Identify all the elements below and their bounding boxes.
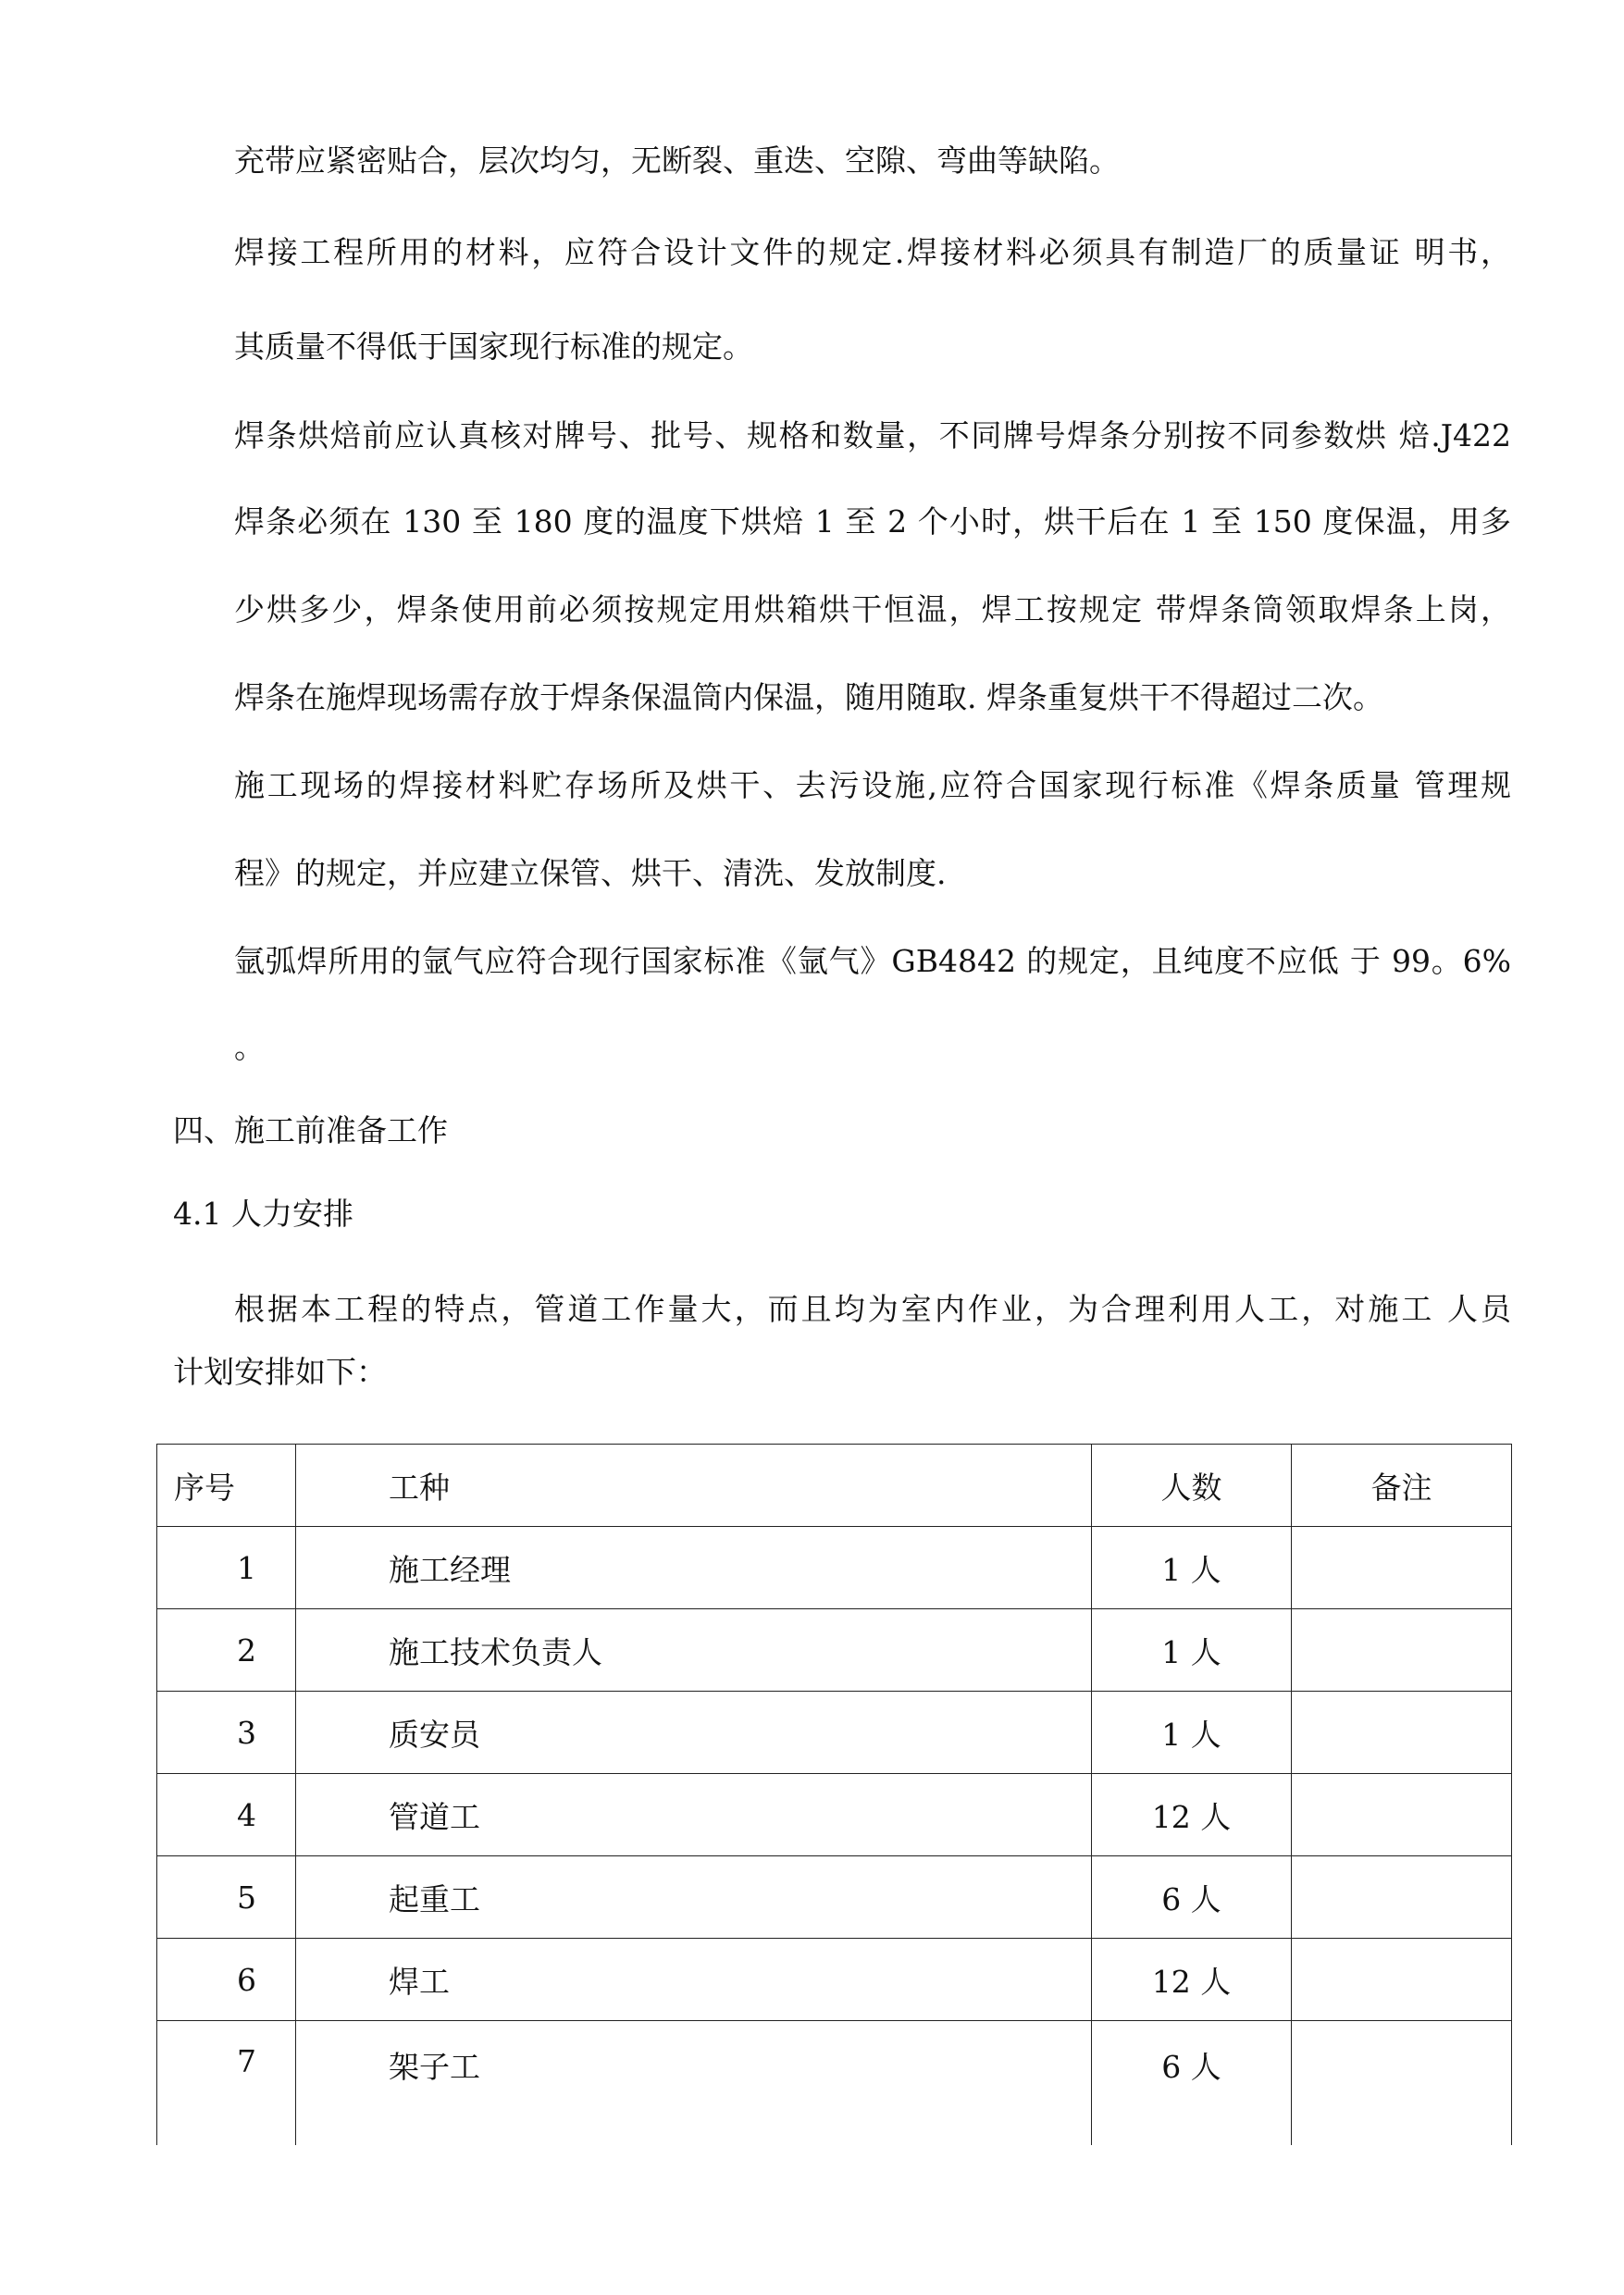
cell-job-type: 施工经理 <box>296 1527 1092 1609</box>
table-row <box>157 1939 1512 2021</box>
header-serial-number: 序号 <box>157 1445 296 1527</box>
cell-headcount: 1 人 <box>1092 1609 1292 1692</box>
header-remarks: 备注 <box>1292 1445 1512 1527</box>
cell-remarks <box>1292 1774 1512 1856</box>
paragraph-line: 充带应紧密贴合，层次均匀，无断裂、重迭、空隙、弯曲等缺陷。 <box>234 143 1120 179</box>
table-row <box>157 1609 1512 1692</box>
cell-serial-number: 6 <box>157 1939 296 2021</box>
cell-remarks <box>1292 1527 1512 1609</box>
paragraph-line: 少烘多少，焊条使用前必须按规定用烘箱烘干恒温，焊工按规定 带焊条筒领取焊条上岗， <box>234 591 1511 627</box>
table-row <box>157 1774 1512 1856</box>
paragraph-line: 施工现场的焊接材料贮存场所及烘干、去污设施,应符合国家现行标准《焊条质量 管理规 <box>234 767 1511 803</box>
intro-line-2: 计划安排如下： <box>173 1354 387 1390</box>
header-job-type: 工种 <box>296 1445 1092 1527</box>
staffing-table <box>156 1444 1512 2145</box>
table-row <box>157 1856 1512 1939</box>
cell-serial-number: 5 <box>157 1856 296 1939</box>
cell-serial-number: 1 <box>157 1527 296 1609</box>
cell-headcount: 1 人 <box>1092 1692 1292 1774</box>
cell-remarks <box>1292 2021 1512 2146</box>
cell-remarks <box>1292 1856 1512 1939</box>
paragraph-line: 程》的规定，并应建立保管、烘干、清洗、发放制度. <box>234 855 947 891</box>
paragraph-line: 焊接工程所用的材料，应符合设计文件的规定.焊接材料必须具有制造厂的质量证 明书， <box>234 234 1511 270</box>
cell-headcount: 6 人 <box>1092 1856 1292 1939</box>
cell-job-type: 管道工 <box>296 1774 1092 1856</box>
table-row <box>157 1527 1512 1609</box>
cell-job-type: 架子工 <box>296 2021 1092 2146</box>
intro-line-1: 根据本工程的特点，管道工作量大，而且均为室内作业，为合理利用人工，对施工 人员 <box>234 1291 1511 1327</box>
paragraph-line: 其质量不得低于国家现行标准的规定。 <box>234 329 753 365</box>
paragraph-line: 。 <box>234 1029 265 1065</box>
subsection-heading: 4.1 人力安排 <box>173 1196 353 1232</box>
cell-serial-number: 2 <box>157 1609 296 1692</box>
table-row <box>157 2021 1512 2146</box>
cell-headcount: 1 人 <box>1092 1527 1292 1609</box>
cell-remarks <box>1292 1609 1512 1692</box>
cell-job-type: 施工技术负责人 <box>296 1609 1092 1692</box>
cell-headcount: 12 人 <box>1092 1939 1292 2021</box>
cell-remarks <box>1292 1939 1512 2021</box>
paragraph-line: 焊条必须在 130 至 180 度的温度下烘焙 1 至 2 个小时，烘干后在 1 至 150 度保温，用多 <box>234 503 1511 540</box>
paragraph-line: 焊条烘焙前应认真核对牌号、批号、规格和数量，不同牌号焊条分别按不同参数烘 焙.J422 <box>234 417 1511 453</box>
header-headcount: 人数 <box>1092 1445 1292 1527</box>
cell-headcount: 12 人 <box>1092 1774 1292 1856</box>
cell-serial-number: 7 <box>157 2021 296 2146</box>
table-row <box>157 1692 1512 1774</box>
cell-job-type: 起重工 <box>296 1856 1092 1939</box>
cell-serial-number: 3 <box>157 1692 296 1774</box>
paragraph-line: 焊条在施焊现场需存放于焊条保温筒内保温，随用随取. 焊条重复烘干不得超过二次。 <box>234 679 1383 715</box>
cell-job-type: 质安员 <box>296 1692 1092 1774</box>
cell-remarks <box>1292 1692 1512 1774</box>
cell-headcount: 6 人 <box>1092 2021 1292 2146</box>
section-heading: 四、施工前准备工作 <box>173 1112 448 1148</box>
cell-serial-number: 4 <box>157 1774 296 1856</box>
table-header-row <box>157 1445 1512 1527</box>
cell-job-type: 焊工 <box>296 1939 1092 2021</box>
paragraph-line: 氩弧焊所用的氩气应符合现行国家标准《氩气》GB4842 的规定，且纯度不应低 于 99。6% <box>234 943 1511 979</box>
